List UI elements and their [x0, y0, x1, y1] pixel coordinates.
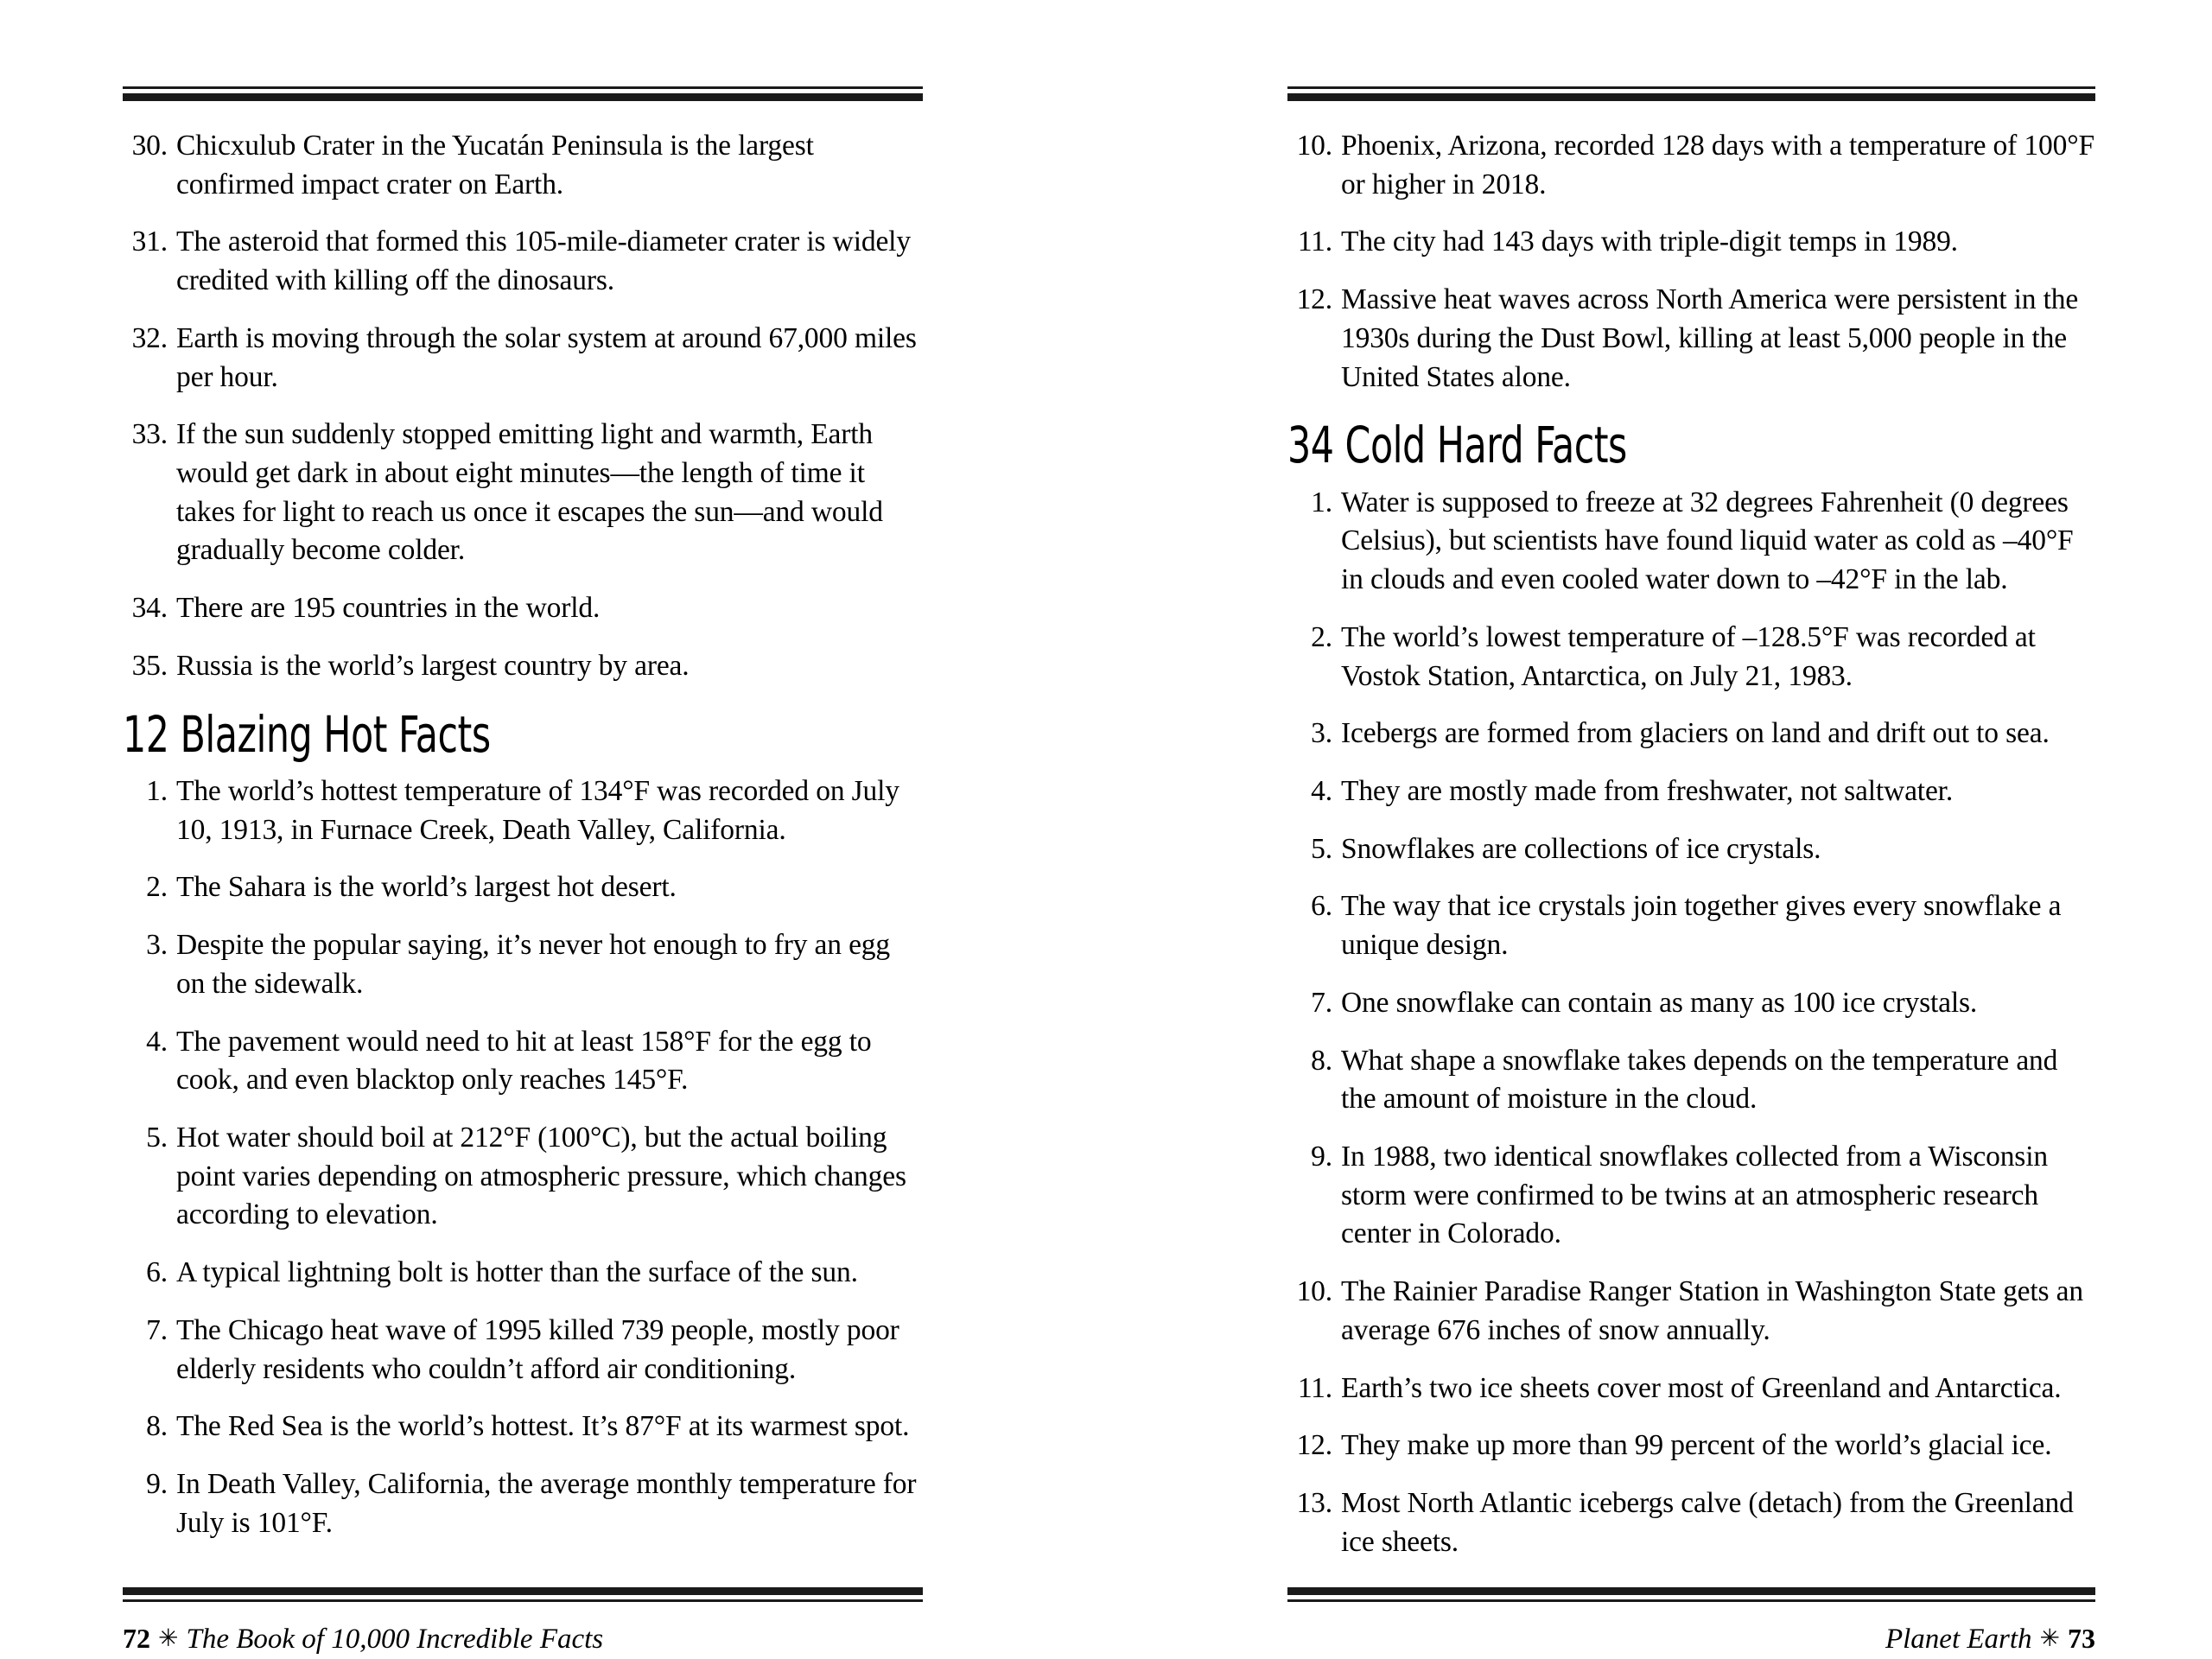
fact-number: 12. [1296, 1429, 1332, 1462]
section-heading-blazing-hot-facts: 12 Blazing Hot Facts [123, 704, 491, 764]
header-rule-left [123, 86, 923, 101]
fact-text: Hot water should boil at 212°F (100°C), but the actual boiling point varies depending on atmospheric pressure, which changes according to elevation. [176, 1121, 906, 1231]
fact-text: The Chicago heat wave of 1995 killed 739 people, mostly poor elderly residents who couldn’t afford air conditioning. [176, 1313, 899, 1385]
fact-text: They make up more than 99 percent of the world’s glacial ice. [1341, 1429, 2052, 1462]
fact-item [1287, 619, 2095, 696]
fact-item [1287, 1042, 2095, 1119]
fact-item [1287, 887, 2095, 964]
section-title-right: Planet Earth [1885, 1624, 2032, 1655]
fact-item [123, 1408, 923, 1446]
fact-item [123, 416, 923, 570]
footer-rule-thick-line [1287, 1587, 2095, 1595]
fact-item [123, 1023, 923, 1100]
fact-text: One snowflake can contain as many as 100 ice crystals. [1341, 986, 1978, 1019]
book-title-left: The Book of 10,000 Incredible Facts [186, 1624, 604, 1655]
fact-number: 7. [1311, 986, 1332, 1019]
fact-number: 30. [131, 130, 168, 162]
fact-number: 6. [1311, 890, 1332, 923]
fact-item [1287, 1370, 2095, 1408]
fact-text: Phoenix, Arizona, recorded 128 days with a temperature of 100°F or higher in 2018. [1341, 130, 2094, 200]
fact-number: 1. [146, 774, 168, 807]
fact-number: 1. [1311, 486, 1332, 518]
fact-item [1287, 1138, 2095, 1254]
fact-item [1287, 984, 2095, 1023]
fact-text: There are 195 countries in the world. [176, 592, 601, 625]
fact-item [123, 1254, 923, 1293]
fact-item [1287, 715, 2095, 753]
fact-item [1287, 223, 2095, 262]
page-number-right: 73 [2068, 1623, 2095, 1654]
fact-number: 10. [1296, 1275, 1332, 1308]
page-right-content [1287, 101, 2095, 1587]
fact-text: Water is supposed to freeze at 32 degrees Fahrenheit (0 degrees Celsius), but scientists have found liquid water as cold as –40°F in clouds and even cooled water down to –42°F in the lab. [1341, 486, 2074, 596]
fact-text: The world’s lowest temperature of –128.5°F was recorded at Vostok Station, Antarctica, on July 21, 1983. [1341, 620, 2036, 692]
fact-number: 9. [146, 1468, 168, 1500]
fact-number: 8. [146, 1410, 168, 1443]
fact-text: Russia is the world’s largest country by area. [176, 649, 690, 682]
fact-item [1287, 1484, 2095, 1561]
fact-number: 4. [146, 1025, 168, 1058]
fact-number: 35. [131, 649, 168, 682]
right-continued-fact-list [1287, 127, 2095, 397]
fact-number: 3. [1311, 717, 1332, 750]
fact-text: Snowflakes are collections of ice crystals. [1341, 832, 1821, 865]
fact-number: 2. [1311, 620, 1332, 653]
fact-item [1287, 1273, 2095, 1350]
fact-number: 31. [131, 226, 168, 258]
fact-text: They are mostly made from freshwater, not saltwater. [1341, 774, 1954, 807]
fact-item [1287, 127, 2095, 204]
page-footer-left [123, 1602, 923, 1659]
fact-number: 10. [1296, 130, 1332, 162]
fact-item [123, 1465, 923, 1542]
asterisk-separator-icon: ✳ [158, 1625, 179, 1652]
fact-number: 13. [1296, 1487, 1332, 1519]
right-section-fact-list [1287, 484, 2095, 1562]
fact-number: 8. [1311, 1044, 1332, 1077]
header-rule-right [1287, 86, 2095, 101]
page-left-content [123, 101, 923, 1587]
fact-item [123, 772, 923, 849]
fact-number: 34. [131, 592, 168, 625]
fact-text: Icebergs are formed from glaciers on land and drift out to sea. [1341, 717, 2050, 750]
fact-text: The world’s hottest temperature of 134°F was recorded on July 10, 1913, in Furnace Creek, Death Valley, California. [176, 774, 899, 846]
fact-text: The asteroid that formed this 105-mile-diameter crater is widely credited with killing off the dinosaurs. [176, 226, 911, 297]
page-right [1106, 0, 2212, 1659]
fact-item [123, 223, 923, 300]
fact-text: The Sahara is the world’s largest hot desert. [176, 871, 677, 904]
fact-number: 2. [146, 871, 168, 904]
header-rule-thick-line [123, 93, 923, 101]
fact-number: 12. [1296, 283, 1332, 316]
fact-item [1287, 830, 2095, 869]
fact-item [1287, 1427, 2095, 1465]
fact-number: 7. [146, 1313, 168, 1346]
fact-text: Most North Atlantic icebergs calve (detach) from the Greenland ice sheets. [1341, 1487, 2074, 1558]
fact-text: Chicxulub Crater in the Yucatán Peninsula is the largest confirmed impact crater on Earth. [176, 130, 814, 200]
fact-item [1287, 281, 2095, 397]
header-rule-thick-line [1287, 93, 2095, 101]
asterisk-separator-icon: ✳ [2039, 1625, 2060, 1652]
fact-text: The way that ice crystals join together gives every snowflake a unique design. [1341, 890, 2062, 962]
section-heading-cold-hard-facts: 34 Cold Hard Facts [1287, 416, 1627, 475]
page-footer-right [1287, 1602, 2095, 1659]
fact-text: If the sun suddenly stopped emitting light and warmth, Earth would get dark in about eight minutes—the length of time it takes for light to reach us once it escapes the sun—and would gradually become colder. [176, 418, 883, 567]
fact-text: Earth is moving through the solar system at around 67,000 miles per hour. [176, 321, 917, 393]
fact-item [123, 1119, 923, 1235]
footer-rule-left [123, 1587, 923, 1602]
fact-item [123, 127, 923, 204]
fact-text: The Rainier Paradise Ranger Station in Washington State gets an average 676 inches of snow annually. [1341, 1275, 2083, 1346]
fact-text: In 1988, two identical snowflakes collected from a Wisconsin storm were confirmed to be twins at an atmospheric research center in Colorado. [1341, 1140, 2048, 1250]
left-section-fact-list [123, 772, 923, 1543]
fact-text: Despite the popular saying, it’s never hot enough to fry an egg on the sidewalk. [176, 929, 890, 1000]
fact-item [123, 320, 923, 397]
fact-number: 11. [1297, 226, 1332, 258]
fact-number: 6. [146, 1256, 168, 1289]
fact-text: A typical lightning bolt is hotter than the surface of the sun. [176, 1256, 858, 1289]
fact-text: Massive heat waves across North America were persistent in the 1930s during the Dust Bowl, killing at least 5,000 people in the United States alone. [1341, 283, 2079, 393]
fact-item [123, 647, 923, 686]
fact-text: The pavement would need to hit at least 158°F for the egg to cook, and even blacktop only reaches 145°F. [176, 1025, 872, 1096]
fact-number: 3. [146, 929, 168, 962]
fact-text: The city had 143 days with triple-digit temps in 1989. [1341, 226, 1958, 258]
fact-item [1287, 484, 2095, 600]
fact-text: In Death Valley, California, the average monthly temperature for July is 101°F. [176, 1468, 917, 1539]
fact-item [123, 1312, 923, 1389]
fact-item [1287, 772, 2095, 811]
fact-number: 9. [1311, 1140, 1332, 1173]
left-continued-fact-list [123, 127, 923, 686]
fact-number: 5. [1311, 832, 1332, 865]
fact-item [123, 868, 923, 907]
fact-number: 33. [131, 418, 168, 451]
fact-number: 11. [1297, 1371, 1332, 1404]
fact-item [123, 926, 923, 1003]
fact-text: The Red Sea is the world’s hottest. It’s 87°F at its warmest spot. [176, 1410, 910, 1443]
fact-number: 5. [146, 1121, 168, 1154]
fact-item [123, 589, 923, 628]
fact-number: 32. [131, 321, 168, 354]
fact-text: Earth’s two ice sheets cover most of Greenland and Antarctica. [1341, 1371, 2062, 1404]
footer-rule-right [1287, 1587, 2095, 1602]
fact-number: 4. [1311, 774, 1332, 807]
footer-rule-thick-line [123, 1587, 923, 1595]
page-number-left: 72 [123, 1623, 150, 1654]
fact-text: What shape a snowflake takes depends on the temperature and the amount of moisture in the cloud. [1341, 1044, 2058, 1116]
